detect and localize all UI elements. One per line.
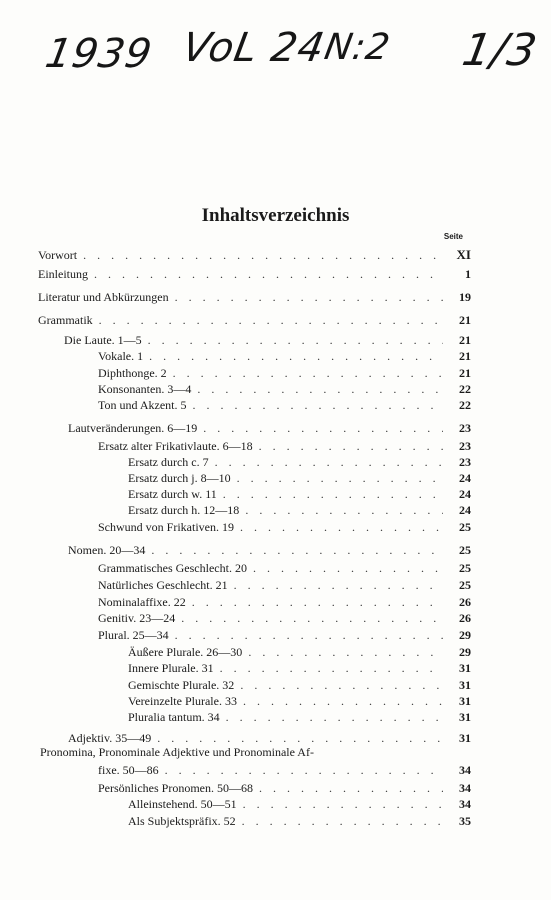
toc-entry	[98, 611, 471, 628]
dot-leader	[83, 248, 443, 263]
toc-entry-label: Adjektiv. 35—49	[68, 731, 152, 745]
toc-entry-label: Lautveränderungen. 6—19	[68, 421, 198, 435]
toc-entry-label: Plural. 25—34	[98, 628, 169, 642]
dot-leader	[173, 366, 443, 381]
toc-entry-page: 31	[459, 694, 471, 708]
toc-entry-page: 22	[459, 398, 471, 412]
toc-entry-page: 26	[459, 595, 471, 609]
handwritten-annotation	[0, 25, 551, 87]
toc-entry	[128, 694, 471, 711]
toc-entry	[68, 543, 471, 560]
toc-entry	[98, 382, 471, 399]
toc-entry-page: 31	[459, 678, 471, 692]
toc-entry-page: 19	[459, 290, 471, 304]
toc-entry-page: 31	[459, 710, 471, 724]
toc-entry-label: Vokale. 1	[98, 349, 144, 363]
toc-entry	[128, 678, 471, 695]
toc-entry	[38, 247, 471, 264]
toc-entry-page: 34	[459, 797, 471, 811]
page-title: Inhaltsverzeichnis	[201, 205, 350, 226]
toc-entry-page: XI	[456, 247, 471, 262]
dot-leader	[149, 349, 443, 364]
toc-entry-label: Diphthonge. 2	[98, 366, 167, 380]
dot-leader	[181, 611, 443, 626]
handwritten-volume: VoL 24	[178, 25, 329, 71]
toc-entry-page: 25	[459, 520, 471, 534]
toc-entry-label: Gemischte Plurale. 32	[128, 678, 235, 692]
toc-entry	[98, 398, 471, 415]
toc-entry-label: Vereinzelte Plurale. 33	[128, 694, 237, 708]
toc-entry-page: 21	[459, 313, 471, 327]
toc-entry-label: Nominalaffixe. 22	[98, 595, 186, 609]
toc-entry-label: Konsonanten. 3—4	[98, 382, 192, 396]
dot-leader	[203, 421, 443, 436]
dot-leader	[240, 678, 443, 693]
dot-leader	[253, 561, 443, 576]
toc-entry-label: Ersatz alter Frikativlaute. 6—18	[98, 439, 253, 453]
toc-entry	[128, 503, 471, 520]
toc-entry-label: Literatur und Abkürzungen	[38, 290, 169, 304]
toc-entry	[64, 333, 471, 350]
toc-entry-label: Ton und Akzent. 5	[98, 398, 187, 412]
toc-entry-page: 31	[459, 731, 471, 745]
toc-entry	[68, 731, 471, 748]
toc-entry-page: 21	[459, 366, 471, 380]
toc-entry-label: Äußere Plurale. 26—30	[128, 645, 243, 659]
toc-entry-page: 23	[459, 455, 471, 469]
dot-leader	[226, 710, 443, 725]
toc-entry	[98, 781, 471, 798]
dot-leader	[220, 661, 443, 676]
toc-entry	[128, 645, 471, 662]
toc-entry-label: Ersatz durch c. 7	[128, 455, 209, 469]
toc-entry	[128, 661, 471, 678]
dot-leader	[175, 290, 443, 305]
toc-entry-page: 35	[459, 814, 471, 828]
toc-entry-page: 25	[459, 561, 471, 575]
toc-entry-page: 26	[459, 611, 471, 625]
toc-entry-page: 31	[459, 661, 471, 675]
dot-leader	[259, 439, 443, 454]
dot-leader	[237, 471, 443, 486]
dot-leader	[157, 731, 443, 746]
toc-entry	[98, 349, 471, 366]
toc-entry-page: 1	[465, 267, 471, 281]
dot-leader	[215, 455, 443, 470]
dot-leader	[197, 382, 443, 397]
toc-entry-label: fixe. 50—86	[98, 763, 159, 777]
dot-leader	[99, 313, 443, 328]
toc-entry	[128, 455, 471, 472]
toc-entry	[38, 290, 471, 307]
toc-entry	[128, 814, 471, 831]
dot-leader	[192, 595, 443, 610]
dot-leader	[151, 543, 443, 558]
toc-entry	[98, 578, 471, 595]
toc-entry-label: Persönliches Pronomen. 50—68	[98, 781, 253, 795]
toc-entry-label-continued: Pronomina, Pronominale Adjektive und Pronominale Af-	[40, 745, 314, 759]
toc-entry	[98, 561, 471, 578]
toc-entry-label: Innere Plurale. 31	[128, 661, 214, 675]
toc-entry-label: Grammatik	[38, 313, 93, 327]
toc-entry	[98, 628, 471, 645]
toc-entry-page: 23	[459, 421, 471, 435]
toc-entry-label: Ersatz durch w. 11	[128, 487, 217, 501]
toc-entry-page: 24	[459, 487, 471, 501]
dot-leader	[245, 503, 443, 518]
toc-entry	[98, 366, 471, 383]
toc-entry-label: Alleinstehend. 50—51	[128, 797, 237, 811]
toc-entry	[98, 595, 471, 612]
toc-entry	[128, 487, 471, 504]
toc-entry-page: 24	[459, 471, 471, 485]
dot-leader	[242, 814, 443, 829]
toc-entry	[38, 313, 471, 330]
toc-entry-label: Schwund von Frikativen. 19	[98, 520, 234, 534]
toc-entry-label: Grammatisches Geschlecht. 20	[98, 561, 247, 575]
toc-entry-label: Natürliches Geschlecht. 21	[98, 578, 228, 592]
toc-entry-page: 29	[459, 645, 471, 659]
dot-leader	[234, 578, 443, 593]
toc-entry-page: 25	[459, 578, 471, 592]
dot-leader	[240, 520, 443, 535]
toc-entry-page: 23	[459, 439, 471, 453]
toc-entry-label: Nomen. 20—34	[68, 543, 146, 557]
toc-entry-label: Als Subjektspräfix. 52	[128, 814, 236, 828]
toc-entry-label: Ersatz durch h. 12—18	[128, 503, 240, 517]
toc-entry-page: 34	[459, 763, 471, 777]
handwritten-fraction: 1/3	[458, 25, 542, 76]
toc-entry-label: Ersatz durch j. 8—10	[128, 471, 231, 485]
handwritten-year: 1939	[41, 31, 156, 77]
toc-entry	[128, 797, 471, 814]
dot-leader	[192, 398, 443, 413]
toc-entry-page: 34	[459, 781, 471, 795]
toc-entry-page: 21	[459, 333, 471, 347]
page-column-header: Seite	[443, 232, 463, 241]
dot-leader	[243, 694, 443, 709]
toc-entry	[98, 520, 471, 537]
handwritten-number: N:2	[321, 27, 394, 68]
toc-entry-page: 21	[459, 349, 471, 363]
toc-entry	[98, 763, 471, 780]
dot-leader	[94, 267, 443, 282]
toc-entry-page: 25	[459, 543, 471, 557]
toc-entry-label: Einleitung	[38, 267, 88, 281]
toc-entry-label: Genitiv. 23—24	[98, 611, 176, 625]
dot-leader	[243, 797, 443, 812]
dot-leader	[248, 645, 443, 660]
toc-entry	[128, 471, 471, 488]
toc-entry	[128, 710, 471, 727]
dot-leader	[175, 628, 443, 643]
toc-entry	[38, 267, 471, 284]
toc-entry	[98, 439, 471, 456]
toc-entry	[68, 421, 471, 438]
toc-entry-label: Vorwort	[38, 248, 78, 262]
dot-leader	[148, 333, 443, 348]
toc-entry-page: 29	[459, 628, 471, 642]
toc-entry-page: 24	[459, 503, 471, 517]
dot-leader	[259, 781, 443, 796]
toc-entry-label: Pluralia tantum. 34	[128, 710, 220, 724]
dot-leader	[165, 763, 443, 778]
toc-entry-page: 22	[459, 382, 471, 396]
toc-entry-label: Die Laute. 1—5	[64, 333, 142, 347]
dot-leader	[223, 487, 443, 502]
